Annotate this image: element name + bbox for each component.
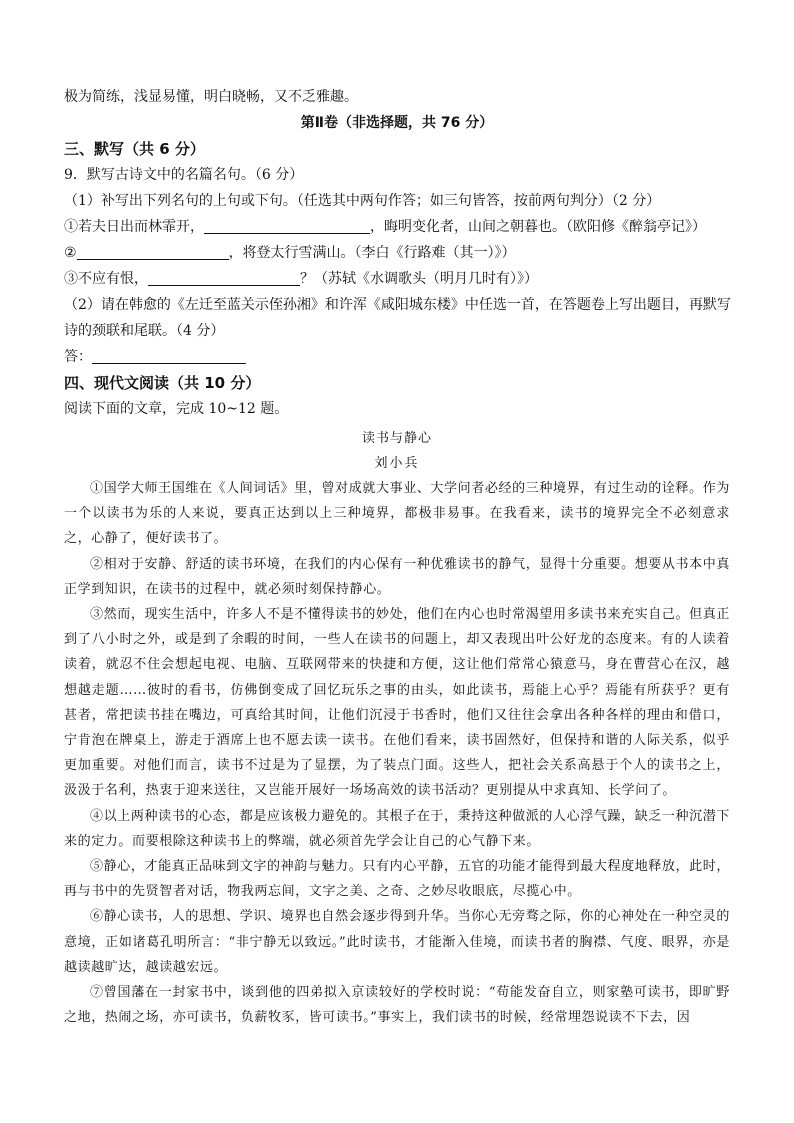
article-paragraph: ⑦曾国藩在一封家书中，谈到他的四弟拟入京读较好的学校时说：“苟能发奋自立，则家塾可读书，即旷野之地，热闹之场，亦可读书，负薪牧豕，皆可读书。”事实上，我们读书的时候，经常埋怨说读不下去，因	[64, 985, 730, 1026]
question-9: 9．默写古诗文中的名篇名句。（6 分）	[64, 167, 304, 183]
fill-blank-3[interactable]	[148, 269, 300, 286]
article-paragraph: ⑥静心读书，人的思想、学识、境界也自然会逐步得到升华。当你心无旁骛之际，你的心神处在一种空灵的意境，正如诸葛孔明所言：“非宁静无以致远。”此时读书，才能渐入佳境，而读书者的胸襟、气度、眼界，亦是越读越旷达，越读越宏远。	[64, 909, 730, 975]
fill-item-2	[64, 240, 730, 266]
question-9-2-line1: （2）请在韩愈的《左迁至蓝关示侄孙湘》和许浑《咸阳城东楼》中任选一首，在答题卷上写出题目，再默写	[64, 297, 731, 313]
answer-blank[interactable]	[92, 347, 246, 364]
article-paragraph: ④以上两种读书的心态，都是应该极力避免的。其根子在于，秉持这种做派的人心浮气躁，缺乏一种沉潜下来的定力。而要根除这种读书上的弊端，就必须首先学会让自己的心气静下来。	[64, 808, 730, 849]
article-author: 刘小兵	[374, 456, 420, 471]
fill-item-1-prefix: ①若夫日出而林霏开，	[64, 219, 204, 235]
fill-blank-2[interactable]	[77, 243, 229, 260]
section3-heading: 三、默写（共 6 分）	[64, 140, 205, 158]
fill-blank-1[interactable]	[204, 217, 370, 234]
section4-heading: 四、现代文阅读（共 10 分）	[64, 374, 261, 392]
article	[64, 426, 730, 1030]
fill-item-3	[64, 266, 730, 292]
fill-item-3-prefix: ③不应有恨，	[64, 271, 148, 287]
reading-instruction: 阅读下面的文章，完成 10~12 题。	[64, 401, 289, 417]
question-9-1: （1）补写出下列名句的上句或下句。（任选其中两句作答；如三句皆答，按前两句判分）（2 分）	[64, 193, 661, 209]
article-paragraph: ⑤静心，才能真正品味到文字的神韵与魅力。只有内心平静，五官的功能才能得到最大程度地释放，此时，再与书中的先贤智者对话，物我两忘间，文字之美、之奇、之妙尽收眼底，尽揽心中。	[64, 859, 730, 900]
article-title: 读书与静心	[361, 431, 432, 446]
question-9-2-line2: 诗的颈联和尾联。（4 分）	[64, 323, 225, 339]
answer-line	[64, 344, 730, 370]
article-paragraph: ③然而，现实生活中，许多人不是不懂得读书的妙处，他们在内心也时常渴望用多读书来充实自己。但真正到了八小时之外，或是到了余暇的时间，一些人在读书的问题上，却又表现出叶公好龙的态度来。有的人读着读着，就忍不住会想起电视、电脑、互联网带来的快捷和方便，这让他们常常心猿意马，身在曹营心在汉，越想越走题……彼时的看书，仿佛倒变成了回忆玩乐之事的由头，如此读书，焉能上心乎？焉能有所获乎？更有甚者，常把读书挂在嘴边，可真给其时间，让他们沉浸于书香时，他们又往往会拿出各种各样的理由和借口，宁肯泡在牌桌上，游走于酒席上也不愿去读一读书。在他们看来，读书固然好，但保持和谐的人际关系，似乎更加重要。对他们而言，读书不过是为了显摆，为了装点门面。这些人，把社会关系高悬于个人的读书之上，汲汲于名利，热衷于迎来送往，又岂能开展好一场场高效的读书活动？更别提从中求真知、长学问了。	[64, 607, 730, 799]
fill-item-2-prefix: ②	[64, 245, 77, 261]
part2-title: 第Ⅱ卷（非选择题，共 76 分）	[300, 115, 494, 131]
exam-page	[64, 84, 730, 1030]
fill-item-1-suffix: ，晦明变化者，山间之朝暮也。（欧阳修《醉翁亭记》）	[370, 219, 706, 235]
fill-item-3-suffix: ？（苏轼《水调歌头（明月几时有）》）	[300, 271, 538, 287]
intro-fragment: 极为简练，浅显易懂，明白晓畅，又不乏雅趣。	[64, 89, 358, 105]
article-paragraph: ②相对于安静、舒适的读书环境，在我们的内心保有一种优雅读书的静气，显得十分重要。想要从书本中真正学到知识，在读书的过程中，就必须时刻保持静心。	[64, 556, 730, 597]
answer-label: 答：	[64, 349, 92, 365]
article-paragraph: ①国学大师王国维在《人间词话》里，曾对成就大事业、大学问者必经的三种境界，有过生动的诠释。作为一个以读书为乐的人来说，要真正达到以上三种境界，都极非易事。在我看来，读书的境界完全不必刻意求之，心静了，便好读书了。	[64, 481, 730, 547]
fill-item-1	[64, 214, 730, 240]
fill-item-2-suffix: ，将登太行雪满山。（李白《行路难（其一）》）	[228, 245, 516, 261]
